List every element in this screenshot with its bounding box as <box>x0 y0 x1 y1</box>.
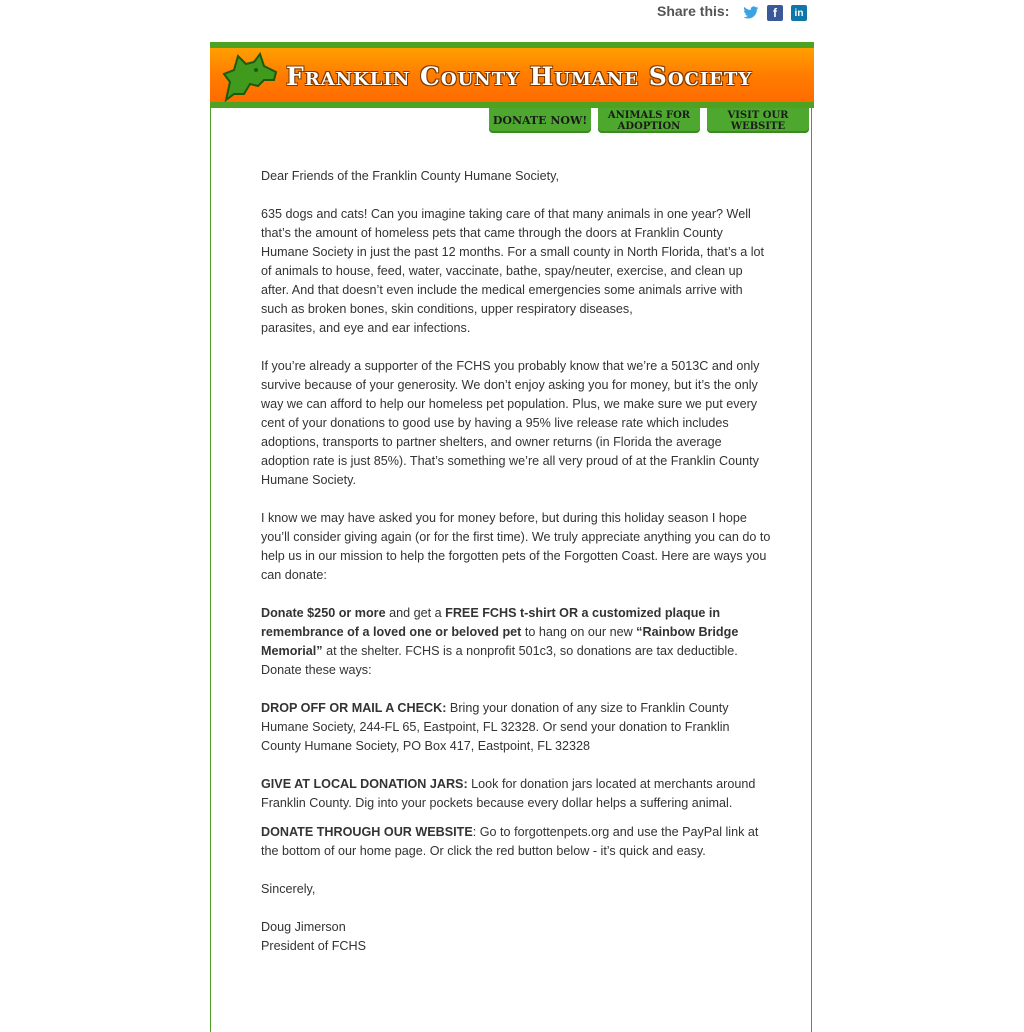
letter-paragraph-7 <box>261 823 771 861</box>
bold-donation-jars: GIVE AT LOCAL DONATION JARS: <box>261 777 468 791</box>
donate-now-button[interactable]: DONATE NOW! <box>489 108 591 133</box>
animals-for-adoption-button[interactable]: ANIMALS FOR ADOPTION <box>598 108 700 133</box>
letter-paragraph-1: 635 dogs and cats! Can you imagine taking care of that many animals in one year? Well that’s the amount of homeless pets that came through the doors at Franklin County Humane Society in just the past 12 months. For a small county in North Florida, that’s a lot of animals to house, feed, water, vaccinate, bathe, spay/neuter, exercise, and clean up after. And that doesn’t even include the medical emergencies some animals arrive with such as broken bones, skin conditions, upper respiratory diseases, <box>261 207 765 316</box>
letter-paragraph-2: If you’re already a supporter of the FCHS you probably know that we’re a 5013C and only survive because of your generosity. We don’t enjoy asking you for money, but it’s the only way we can afford to help our homeless pet population. Plus, we make sure we put every cent of your donations to good use by having a 95% live release rate which includes adoptions, transports to partner shelters, and owner returns (in Florida the average adoption rate is just 85%). That’s something we’re all very proud of at the Franklin County Humane Society. <box>261 359 760 487</box>
bold-rainbow-bridge: “Rainbow Bridge Memorial” <box>261 625 739 658</box>
share-label: Share this: <box>657 3 730 19</box>
letter-greeting: Dear Friends of the Franklin County Humane Society, <box>261 169 559 183</box>
signature-name: Doug Jimerson <box>261 920 346 934</box>
letter-paragraph-3: I know we may have asked you for money before, but during this holiday season I hope you’ll consider giving again (or for the first time). We truly appreciate anything you can do to help us in our mission to help the forgotten pets of the Forgotten Coast. Here are ways you can donate: <box>261 511 771 582</box>
letter-paragraph-6 <box>261 775 771 813</box>
bold-donate-website: DONATE THROUGH OUR WEBSITE <box>261 825 473 839</box>
share-bar <box>0 0 1024 32</box>
letter-paragraph-5 <box>261 699 771 756</box>
bold-free-tshirt: FREE FCHS t-shirt OR a customized plaque in remembrance of a loved one or beloved pet <box>261 606 721 639</box>
p6-text: Look for donation jars located at merchants around Franklin County. Dig into your pockets because every dollar helps a suffering animal. <box>261 777 756 810</box>
p4-text-2: to hang on our new <box>521 625 637 639</box>
letter-paragraph-1b: parasites, and eye and ear infections. <box>261 321 471 335</box>
twitter-icon[interactable] <box>743 5 759 21</box>
p4-text-1: and get a <box>385 606 446 620</box>
bold-mail-check: DROP OFF OR MAIL A CHECK: <box>261 701 447 715</box>
p7-text: : Go to forgottenpets.org and use the PayPal link at the bottom of our home page. Or click the red button below - it’s quick and easy. <box>261 825 759 858</box>
linkedin-icon[interactable]: in <box>791 5 807 21</box>
banner-title: Franklin County Humane Society <box>286 62 753 91</box>
p4-text-3: at the shelter. FCHS is a nonprofit 501c3, so donations are tax deductible. Donate these ways: <box>261 644 738 677</box>
letter-closing: Sincerely, <box>261 882 316 896</box>
p5-text: Bring your donation of any size to Franklin County Humane Society, 244-FL 65, Eastpoint, FL 32328. Or send your donation to Franklin County Humane Society, PO Box 417, Eastpoint, FL 32328 <box>261 701 730 753</box>
visit-our-website-button[interactable]: VISIT OUR WEBSITE <box>707 108 809 133</box>
facebook-icon[interactable]: f <box>767 5 783 21</box>
letter-body <box>261 167 771 956</box>
bold-donate-250: Donate $250 or more <box>261 606 386 620</box>
letter-paragraph-4 <box>261 604 771 680</box>
signature-title: President of FCHS <box>261 939 366 953</box>
header-banner[interactable] <box>210 42 814 108</box>
dog-logo-icon <box>220 50 280 102</box>
